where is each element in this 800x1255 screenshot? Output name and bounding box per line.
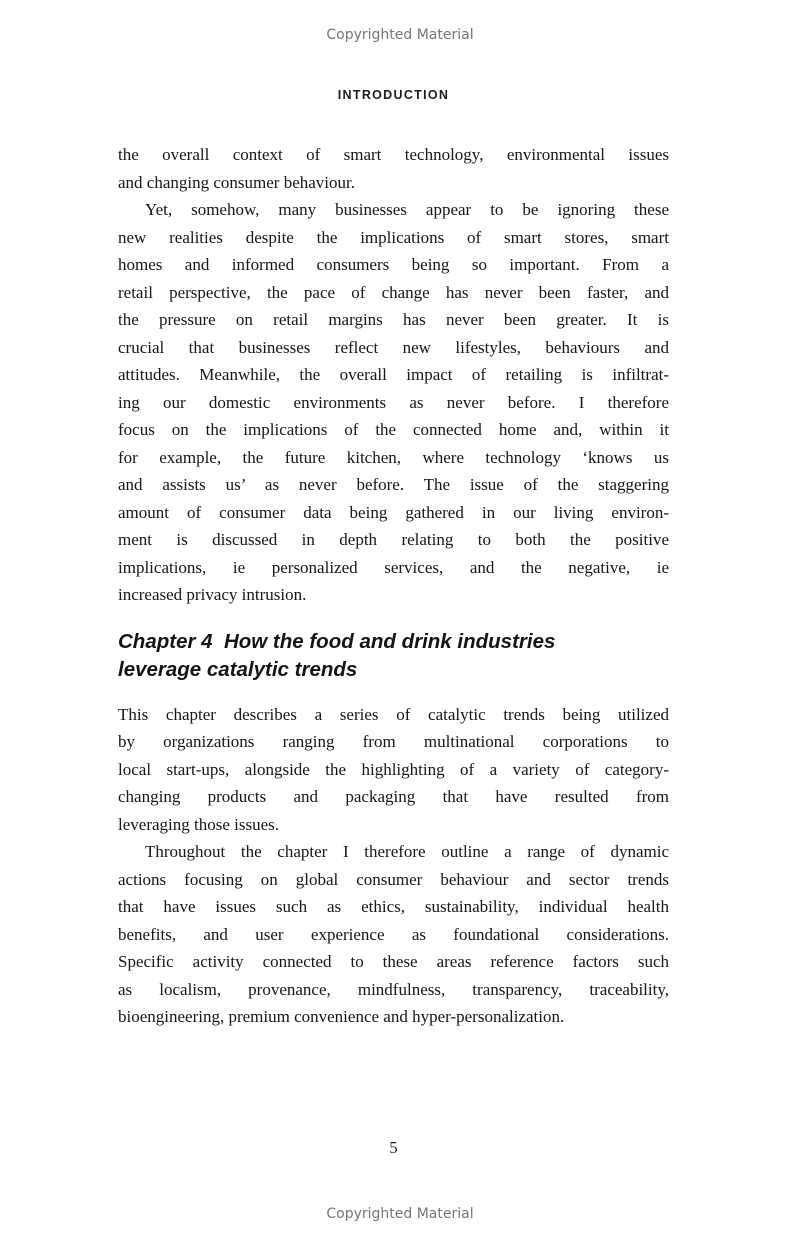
text-line: and assists us’ as never before. The issue of the staggering	[118, 475, 669, 494]
paragraph-2	[118, 196, 669, 609]
text-line: and changing consumer behaviour.	[118, 172, 355, 192]
text-line: amount of consumer data being gathered in our living environ-	[118, 502, 669, 522]
text-column	[118, 141, 669, 1031]
text-line: changing products and packaging that have resulted from	[118, 787, 669, 806]
copyright-notice-top: Copyrighted Material	[326, 27, 474, 43]
text-line: new realities despite the implications of smart stores, smart	[118, 227, 669, 247]
text-line: Yet, somehow, many businesses appear to be ignoring these	[145, 200, 669, 219]
running-head: INTRODUCTION	[337, 88, 450, 102]
text-line: ing our domestic environments as never before. I therefore	[118, 392, 669, 412]
chapter-heading-line: Chapter 4 How the food and drink industries	[118, 629, 556, 653]
page-number: 5	[389, 1138, 398, 1157]
text-line: by organizations ranging from multinational corporations to	[118, 732, 669, 751]
copyright-notice-bottom: Copyrighted Material	[326, 1206, 474, 1222]
text-line: attitudes. Meanwhile, the overall impact of retailing is infiltrat-	[118, 365, 669, 384]
text-line: ment is discussed in depth relating to both the positive	[118, 530, 669, 549]
text-line: retail perspective, the pace of change has never been faster, and	[118, 282, 669, 302]
text-line: increased privacy intrusion.	[118, 585, 307, 604]
text-line: focus on the implications of the connected home and, within it	[118, 420, 669, 439]
paragraph-4	[118, 838, 669, 1031]
text-line: for example, the future kitchen, where technology ‘knows us	[118, 447, 669, 467]
text-line: the overall context of smart technology, environmental issues	[118, 145, 669, 164]
text-line: that have issues such as ethics, sustainability, individual health	[118, 897, 669, 916]
text-line: actions focusing on global consumer behaviour and sector trends	[118, 869, 669, 889]
text-line: crucial that businesses reflect new lifestyles, behaviours and	[118, 337, 669, 357]
chapter-heading	[118, 628, 669, 684]
text-line: the pressure on retail margins has never been greater. It is	[118, 310, 669, 329]
paragraph-1	[118, 141, 669, 196]
text-line: as localism, provenance, mindfulness, transparency, traceability,	[118, 979, 669, 999]
text-line: local start-ups, alongside the highlighting of a variety of category-	[118, 759, 669, 779]
paragraph-3	[118, 701, 669, 839]
text-line: homes and informed consumers being so important. From a	[118, 255, 669, 274]
chapter-heading-line: leverage catalytic trends	[118, 657, 358, 681]
text-line: benefits, and user experience as foundational considerations.	[118, 924, 669, 944]
text-line: Throughout the chapter I therefore outline a range of dynamic	[145, 842, 669, 861]
text-line: leveraging those issues.	[118, 814, 279, 834]
text-line: Specific activity connected to these areas reference factors such	[118, 952, 669, 971]
text-line: This chapter describes a series of catalytic trends being utilized	[118, 704, 669, 724]
text-line: bioengineering, premium convenience and hyper-personalization.	[118, 1007, 565, 1026]
text-line: implications, ie personalized services, and the negative, ie	[118, 557, 669, 577]
